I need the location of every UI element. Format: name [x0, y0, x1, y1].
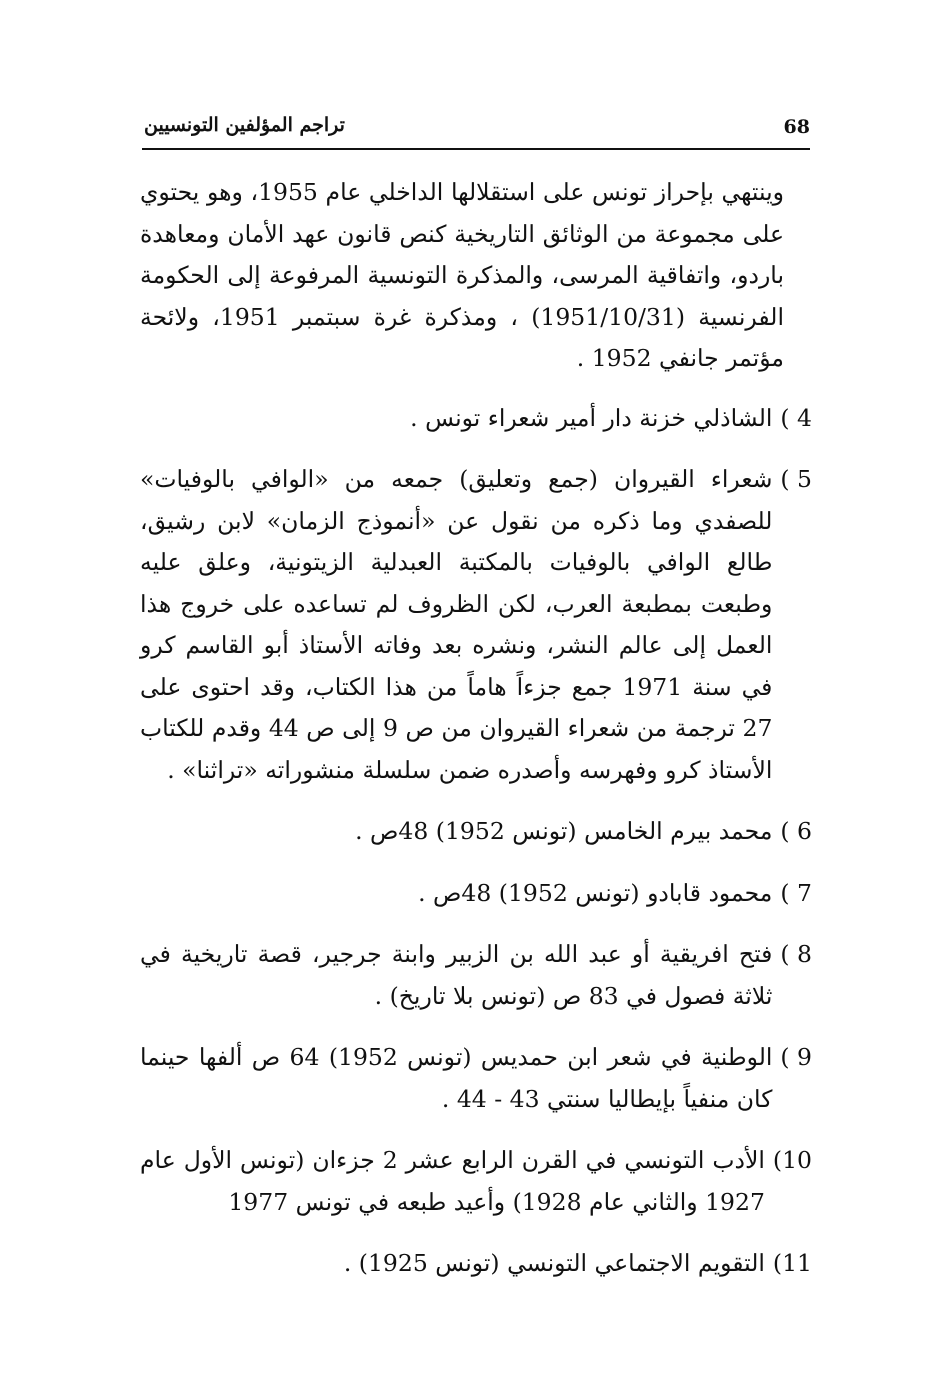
page-number: 68 — [783, 116, 810, 138]
list-item-text: شعراء القيروان (جمع وتعليق) جمعه من «الوافي بالوفيات» للصفدي وما ذكره من نقول عن «أنموذج الزمان» لابن رشيق، طالع الوافي بالوفيات بالمكتبة العبدلية الزيتونية، وعلق عليه وطبعت بمطبعة العرب، لكن الظروف لم تساعده على خروج هذا العمل إلى عالم النشر، ونشره بعد وفاته الأستاذ أبو القاسم كرو في سنة 1971 جمع جزءاً هاماً من هذا الكتاب، وقد احتوى على 27 ترجمة من شعراء القيروان من ص 9 إلى ص 44 وقدم للكتاب الأستاذ كرو وفهرسه وأصدره ضمن سلسلة منشوراته «تراثنا» . — [140, 465, 773, 784]
list-item-number: 4 ) — [780, 403, 812, 432]
list-item — [140, 1037, 812, 1120]
list-item — [140, 934, 812, 1017]
list-item-number: 9 ) — [780, 1043, 812, 1071]
list-item-number: 5 ) — [780, 465, 812, 493]
list-item — [140, 398, 812, 440]
list-item-text: محمود قابادو (تونس 1952) 48ص . — [418, 878, 773, 907]
list-item-number: 8 ) — [780, 940, 812, 968]
list-item — [140, 459, 812, 791]
list-item-number: 11) — [772, 1249, 812, 1277]
intro-paragraph: وينتهي بإحراز تونس على استقلالها الداخلي عام 1955، وهو يحتوي على مجموعة من الوثائق التاريخية كنص قانون عهد الأمان ومعاهدة باردو، واتفاقية المرسى، والمذكرة التونسية المرفوعة إلى الحكومة الفرنسية (1951/10/31) ، ومذكرة غرة سبتمبر 1951، ولائحة مؤتمر جانفي 1952 . — [140, 178, 784, 372]
page-body — [140, 172, 812, 1305]
list-item-number: 6 ) — [780, 817, 812, 845]
list-item-text: الأدب التونسي في القرن الرابع عشر 2 جزءان (تونس الأول عام 1927 والثاني عام 1928) وأعيد طبعه في تونس 1977 — [140, 1146, 765, 1216]
list-item-text: التقويم الاجتماعي التونسي (تونس 1925) . — [343, 1249, 765, 1277]
list-item-number: 10) — [772, 1146, 812, 1174]
list-item — [140, 1140, 812, 1223]
list-item — [140, 1243, 812, 1285]
running-title: تراجم المؤلفين التونسيين — [144, 114, 345, 136]
list-item-text: فتح افريقية أو عبد الله بن الزبير وابنة جرجير، قصة تاريخية في ثلاثة فصول في 83 ص (تونس بلا تاريخ) . — [140, 940, 773, 1010]
list-item-text: الوطنية في شعر ابن حمديس (تونس 1952) 64 ص ألفها حينما كان منفياً بإيطاليا سنتي 43 - 44 . — [140, 1043, 773, 1113]
page-header — [142, 112, 810, 150]
list-item-text: محمد بيرم الخامس (تونس 1952) 48ص . — [355, 817, 773, 845]
list-item — [140, 873, 812, 915]
list-item — [140, 811, 812, 853]
list-item-text: الشاذلي خزنة دار أمير شعراء تونس . — [410, 403, 773, 432]
list-item-number: 7 ) — [780, 878, 812, 907]
